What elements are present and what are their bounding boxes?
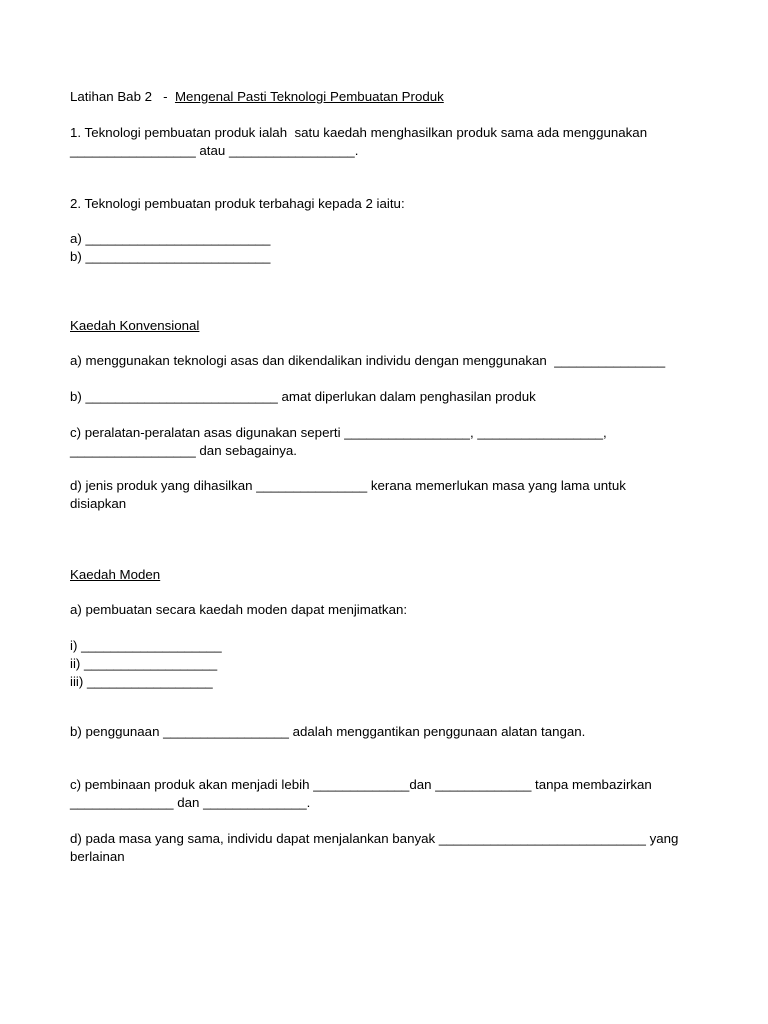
moden-item-b: b) penggunaan _________________ adalah menggantikan penggunaan alatan tangan. xyxy=(70,724,586,739)
konvensional-item-b: b) __________________________ amat diperlukan dalam penghasilan produk xyxy=(70,389,536,404)
konvensional-item-d-line-1: d) jenis produk yang dihasilkan _______________ kerana memerlukan masa yang lama untuk xyxy=(70,478,626,493)
worksheet-title xyxy=(70,88,444,106)
moden-item-a-ii: ii) __________________ xyxy=(70,656,218,671)
question-1-line-1: 1. Teknologi pembuatan produk ialah satu kaedah menghasilkan produk sama ada menggunakan xyxy=(70,125,648,140)
question-2-answer-b: b) _________________________ xyxy=(70,249,271,264)
question-2-answer-a: a) _________________________ xyxy=(70,231,271,246)
question-2-line-1: 2. Teknologi pembuatan produk terbahagi kepada 2 iaitu: xyxy=(70,196,405,211)
moden-item-c-line-2: ______________ dan ______________. xyxy=(70,795,311,810)
moden-item-a-iii: iii) _________________ xyxy=(70,674,213,689)
moden-heading: Kaedah Moden xyxy=(70,567,161,582)
title-prefix: Latihan Bab 2 - xyxy=(70,89,175,104)
moden-item-d-line-1: d) pada masa yang sama, individu dapat menjalankan banyak ____________________________ yang xyxy=(70,831,679,846)
title-topic: Mengenal Pasti Teknologi Pembuatan Produk xyxy=(174,89,444,104)
moden-item-c-line-1: c) pembinaan produk akan menjadi lebih _____________dan _____________ tanpa membazirkan xyxy=(70,777,652,792)
moden-item-d-line-2: berlainan xyxy=(70,849,125,864)
moden-item-a: a) pembuatan secara kaedah moden dapat menjimatkan: xyxy=(70,602,408,617)
moden-item-a-i: i) ___________________ xyxy=(70,638,222,653)
konvensional-heading: Kaedah Konvensional xyxy=(70,318,200,333)
konvensional-item-a: a) menggunakan teknologi asas dan dikendalikan individu dengan menggunakan _______________ xyxy=(70,353,666,368)
konvensional-item-c-line-1: c) peralatan-peralatan asas digunakan seperti _________________, _________________, xyxy=(70,425,607,440)
konvensional-item-c-line-2: _________________ dan sebagainya. xyxy=(70,443,298,458)
konvensional-item-d-line-2: disiapkan xyxy=(70,496,127,511)
question-1-line-2: _________________ atau _________________. xyxy=(70,143,359,158)
